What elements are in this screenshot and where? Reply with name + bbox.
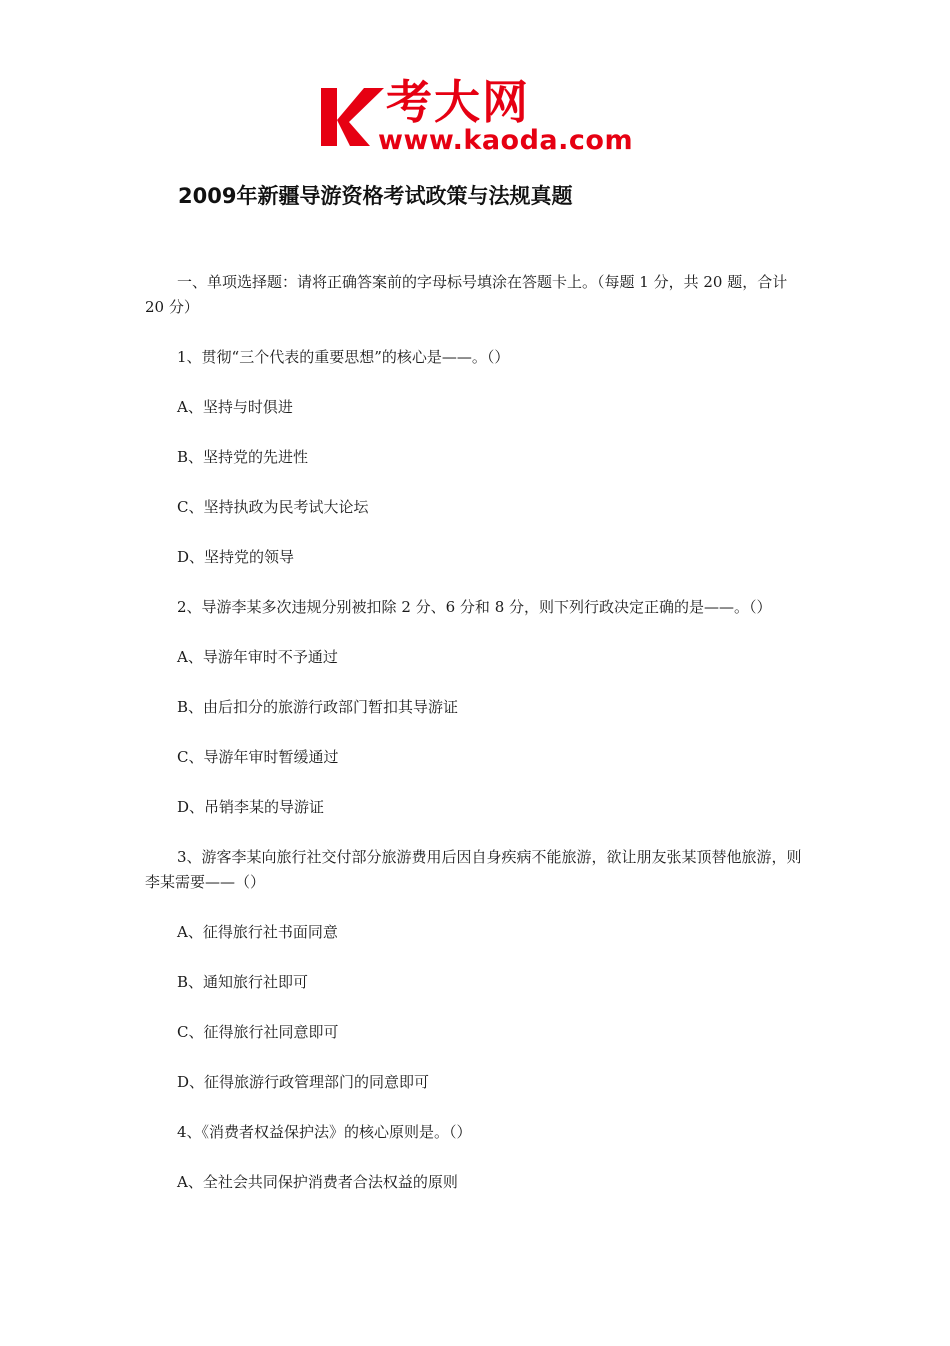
answer-option: A、导游年审时不予通过 bbox=[177, 648, 338, 666]
question-stem: 4、《消费者权益保护法》的核心原则是。（） bbox=[177, 1123, 472, 1141]
question-stem: 2、导游李某多次违规分别被扣除 2 分、6 分和 8 分，则下列行政决定正确的是——。（） bbox=[177, 598, 772, 616]
answer-option: C、坚持执政为民考试大论坛 bbox=[177, 498, 369, 516]
answer-option: D、坚持党的领导 bbox=[177, 548, 295, 566]
answer-option: C、导游年审时暂缓通过 bbox=[177, 748, 339, 766]
answer-option: A、坚持与时俱进 bbox=[177, 398, 293, 416]
answer-option: D、吊销李某的导游证 bbox=[177, 798, 325, 816]
question-stem: 3、游客李某向旅行社交付部分旅游费用后因自身疾病不能旅游，欲让朋友张某顶替他旅游，则李某需要——（） bbox=[145, 848, 802, 891]
question-stem: 1、贯彻“三个代表的重要思想”的核心是——。（） bbox=[177, 348, 510, 366]
answer-option: A、征得旅行社书面同意 bbox=[177, 923, 338, 941]
logo-url-text: www.kaoda.com bbox=[378, 125, 634, 156]
kaoda-logo bbox=[318, 75, 640, 160]
logo-brand-text: 考大网 bbox=[386, 75, 530, 129]
answer-option: C、征得旅行社同意即可 bbox=[177, 1023, 339, 1041]
answer-option: A、全社会共同保护消费者合法权益的原则 bbox=[177, 1173, 458, 1191]
document-body bbox=[145, 270, 810, 1220]
answer-option: B、由后扣分的旅游行政部门暂扣其导游证 bbox=[177, 698, 459, 716]
section-instruction: 一、单项选择题：请将正确答案前的字母标号填涂在答题卡上。（每题 1 分，共 20 题，合计 20 分） bbox=[145, 273, 788, 316]
page-title: 2009年新疆导游资格考试政策与法规真题 bbox=[178, 184, 573, 208]
answer-option: D、征得旅游行政管理部门的同意即可 bbox=[177, 1073, 430, 1091]
answer-option: B、通知旅行社即可 bbox=[177, 973, 309, 991]
answer-option: B、坚持党的先进性 bbox=[177, 448, 309, 466]
